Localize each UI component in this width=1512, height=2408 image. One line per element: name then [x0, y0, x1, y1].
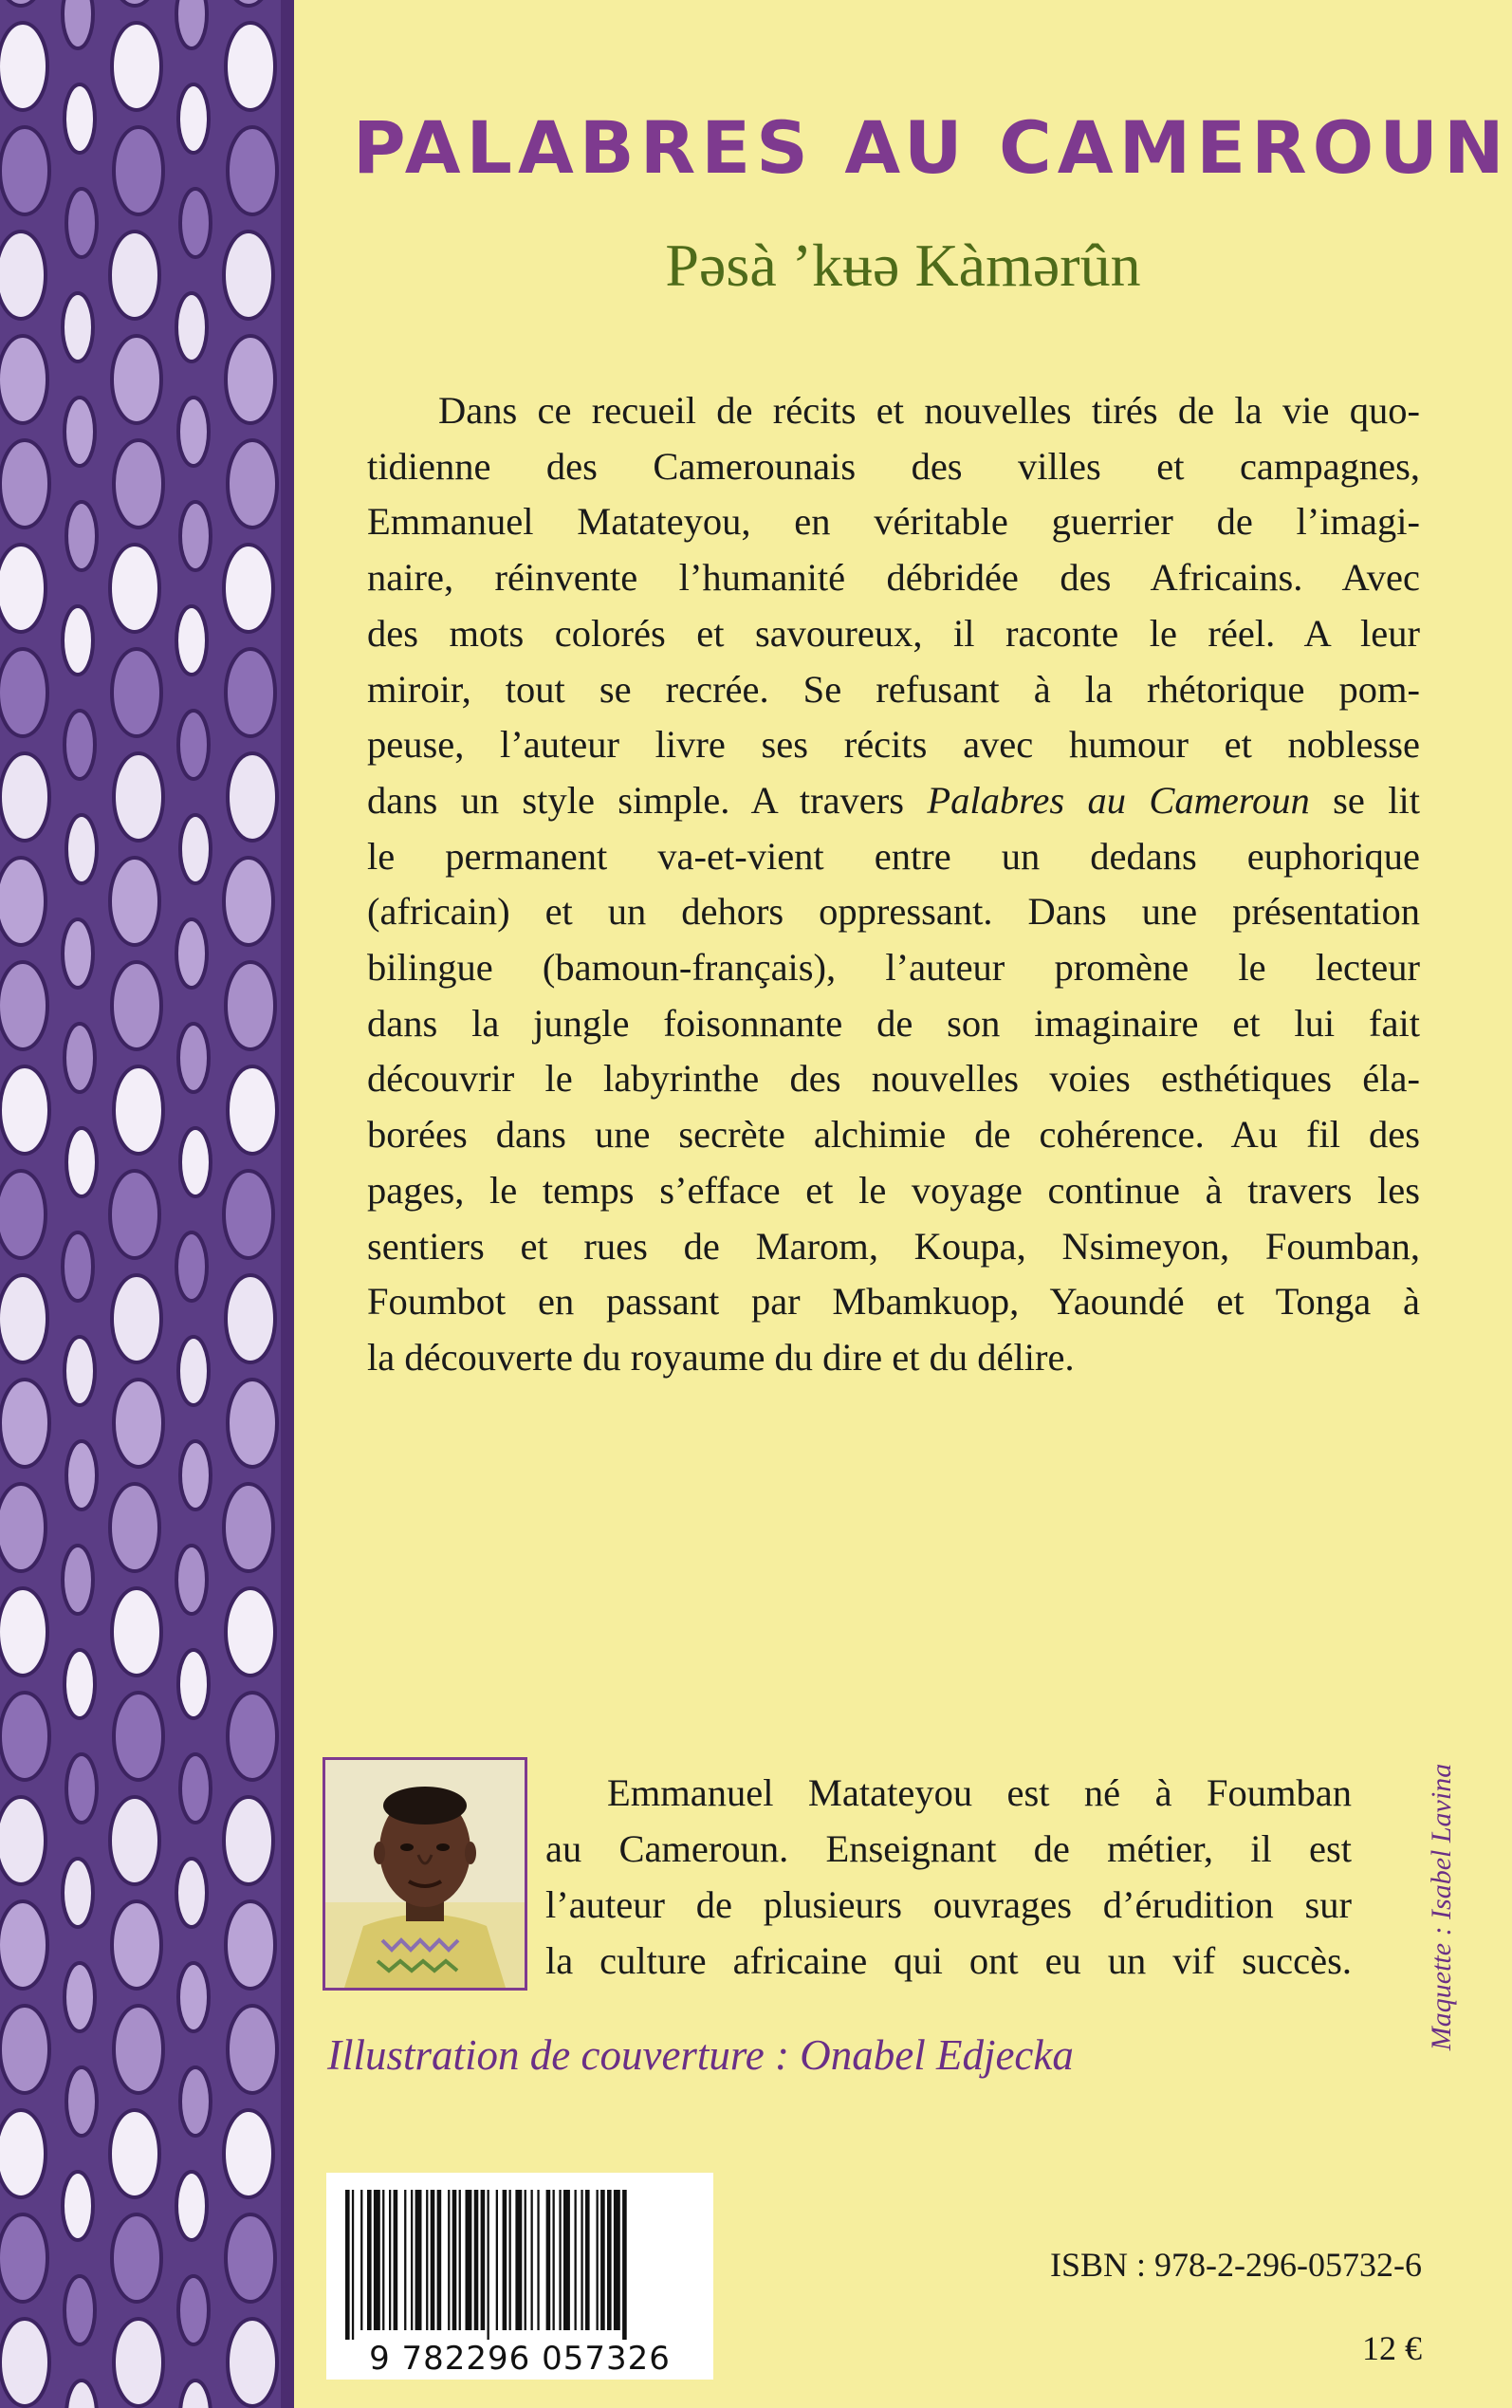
- fabric-motif: [112, 23, 161, 110]
- fabric-motif: [178, 1963, 209, 2031]
- fabric-motif: [0, 2319, 49, 2406]
- fabric-motif: [114, 440, 163, 528]
- fabric-motif: [110, 1484, 159, 1571]
- fabric-motif: [226, 2214, 275, 2302]
- fabric-motif: [224, 1171, 273, 1258]
- fabric-motif: [180, 1754, 211, 1823]
- barcode-bar: [367, 2190, 372, 2330]
- fabric-motif: [226, 23, 275, 110]
- fabric-motif: [0, 1484, 46, 1571]
- barcode-bar: [622, 2190, 627, 2340]
- fabric-motif: [66, 1441, 97, 1510]
- barcode-bar: [581, 2190, 582, 2330]
- blurb-paragraph: [367, 383, 1420, 1386]
- blurb-italic-title: Palabres au Cameroun: [927, 778, 1310, 822]
- fabric-motif: [228, 440, 277, 528]
- fabric-motif: [0, 336, 47, 423]
- fabric-motif: [176, 1859, 207, 1927]
- fabric-motif: [63, 1232, 93, 1301]
- fabric-motif: [112, 1275, 161, 1362]
- fabric-motif: [228, 753, 277, 841]
- fabric-motif: [63, 1546, 93, 1614]
- fabric-motif: [0, 545, 46, 632]
- fabric-motif: [114, 753, 163, 841]
- fabric-motif: [66, 502, 97, 570]
- bio-line: la culture africaine qui ont eu un vif succès.: [545, 1939, 1352, 1982]
- barcode-bar: [415, 2190, 422, 2330]
- fabric-motif: [0, 1693, 49, 1780]
- fabric-motif: [112, 336, 161, 423]
- fabric-motif: [65, 711, 95, 779]
- blurb-line: Emmanuel Matateyou, en véritable guerrier de l’imagi-: [367, 500, 1420, 544]
- barcode-bar: [531, 2190, 533, 2330]
- barcode-bar: [352, 2190, 354, 2340]
- bio-line: au Cameroun. Enseignant de métier, il est: [545, 1827, 1352, 1870]
- fabric-motif: [176, 1232, 207, 1301]
- author-photo: [323, 1757, 527, 1991]
- barcode-bar: [426, 2190, 428, 2330]
- fabric-motif: [114, 2006, 163, 2093]
- fabric-motif: [0, 2006, 49, 2093]
- fabric-motif: [0, 1588, 47, 1676]
- barcode-bar: [546, 2190, 551, 2330]
- fabric-motif: [0, 1380, 49, 1467]
- barcode-bar: [575, 2190, 577, 2330]
- fabric-motif: [110, 1171, 159, 1258]
- fabric-motif: [228, 127, 277, 214]
- barcode-bar: [452, 2190, 457, 2330]
- fabric-motif: [63, 0, 93, 48]
- fabric-motif: [0, 1797, 46, 1884]
- fabric-motif: [110, 545, 159, 632]
- fabric-motif: [112, 1901, 161, 1989]
- barcode-bar: [597, 2190, 599, 2330]
- fabric-motif: [178, 1024, 209, 1092]
- blurb-line: pages, le temps s’efface et le voyage continue à travers les: [367, 1168, 1420, 1212]
- isbn: ISBN : 978-2-296-05732-6: [1050, 2246, 1422, 2284]
- fabric-motif: [112, 2214, 161, 2302]
- blurb-line: le permanent va-et-vient entre un dedans euphorique: [367, 834, 1420, 878]
- fabric-motif: [112, 962, 161, 1049]
- barcode-digits: 9 782296 057326: [369, 2340, 671, 2378]
- fabric-motif: [226, 1901, 275, 1989]
- fabric-motif: [112, 649, 161, 736]
- barcode-bar: [607, 2190, 612, 2330]
- barcode-bar: [559, 2190, 561, 2330]
- fabric-motif: [180, 2067, 211, 2136]
- barcode-bar: [411, 2190, 413, 2330]
- fabric-motif: [224, 545, 273, 632]
- decorative-fabric-strip: [0, 0, 294, 2408]
- barcode-bar: [382, 2190, 384, 2330]
- fabric-motif: [114, 1693, 163, 1780]
- fabric-motif: [65, 1024, 95, 1092]
- fabric-motif: [65, 1650, 95, 1718]
- fabric-motif: [0, 1066, 49, 1154]
- fabric-motif: [65, 84, 95, 153]
- blurb-line: bilingue (bamoun-français), l’auteur promène le lecteur: [367, 946, 1420, 990]
- barcode-bar: [448, 2190, 450, 2330]
- barcode-bar: [389, 2190, 391, 2330]
- blurb-line: (africain) et un dehors oppressant. Dans une présentation: [367, 890, 1420, 934]
- barcode-bar: [437, 2190, 442, 2330]
- fabric-motif: [178, 711, 209, 779]
- barcode-bar: [431, 2190, 435, 2330]
- fabric-motif: [0, 127, 49, 214]
- fabric-motif: [63, 2172, 93, 2240]
- barcode-bar: [474, 2190, 479, 2330]
- book-title: PALABRES AU CAMEROUN: [353, 105, 1510, 190]
- barcode-bar: [345, 2190, 350, 2340]
- fabric-motif: [114, 1066, 163, 1154]
- fabric-motif: [178, 2276, 209, 2344]
- barcode-bar: [466, 2190, 472, 2330]
- fabric-motif: [176, 1546, 207, 1614]
- barcode: [326, 2173, 713, 2380]
- barcode-bar: [394, 2190, 398, 2330]
- fabric-motif: [0, 962, 47, 1049]
- author-portrait-icon: [325, 1760, 525, 1988]
- fabric-motif: [224, 1484, 273, 1571]
- blurb-line: peuse, l’auteur livre ses récits avec humour et noblesse: [367, 723, 1420, 767]
- fabric-motif: [228, 2319, 277, 2406]
- barcode-bar: [503, 2190, 507, 2330]
- barcode-bar: [537, 2190, 539, 2330]
- fabric-motif: [0, 2110, 46, 2197]
- cover-illustration-credit: Illustration de couverture : Onabel Edjecka: [327, 2031, 1074, 2079]
- fabric-motif: [66, 1128, 97, 1196]
- barcode-bar: [360, 2190, 362, 2330]
- fabric-motif: [178, 1337, 209, 1405]
- fabric-motif: [176, 293, 207, 361]
- fabric-motif: [180, 502, 211, 570]
- fabric-motif: [228, 1693, 277, 1780]
- book-subtitle-bamoun: Pəsà ’kʉə Kàmərûn: [665, 232, 1141, 299]
- fabric-motif: [114, 2319, 163, 2406]
- fabric-motif: [0, 1171, 46, 1258]
- fabric-motif: [65, 1963, 95, 2031]
- blurb-line-tail: se lit: [1333, 778, 1420, 822]
- fabric-motif: [114, 127, 163, 214]
- barcode-bar: [525, 2190, 526, 2330]
- fabric-motif: [180, 1128, 211, 1196]
- fabric-motif: [112, 1588, 161, 1676]
- fabric-motif: [63, 606, 93, 675]
- fabric-motif: [226, 649, 275, 736]
- fabric-motif: [226, 1275, 275, 1362]
- barcode-bar: [374, 2190, 380, 2330]
- barcode-bar: [404, 2190, 406, 2330]
- fabric-motif: [178, 84, 209, 153]
- blurb-line: Dans ce recueil de récits et nouvelles tirés de la vie quo-: [438, 389, 1420, 432]
- fabric-motif: [0, 1275, 47, 1362]
- fabric-motif: [224, 858, 273, 945]
- bio-line: l’auteur de plusieurs ouvrages d’érudition sur: [545, 1883, 1352, 1926]
- barcode-bar: [553, 2190, 555, 2330]
- fabric-motif: [65, 398, 95, 466]
- barcode-bar: [459, 2190, 461, 2330]
- barcode-bar: [509, 2190, 511, 2330]
- barcode-bar: [515, 2190, 522, 2330]
- fabric-motif: [224, 2110, 273, 2197]
- fabric-motif: [110, 1797, 159, 1884]
- blurb-line: découvrir le labyrinthe des nouvelles voies esthétiques éla-: [367, 1057, 1420, 1101]
- fabric-motif: [0, 1901, 47, 1989]
- fabric-motif: [0, 649, 47, 736]
- blurb-line: miroir, tout se recrée. Se refusant à la rhétorique pom-: [367, 667, 1420, 711]
- fabric-motif: [180, 1441, 211, 1510]
- barcode-bar: [496, 2190, 498, 2330]
- price: 12 €: [1362, 2329, 1422, 2367]
- fabric-motif: [224, 1797, 273, 1884]
- fabric-motif: [110, 858, 159, 945]
- fabric-pattern: [0, 0, 294, 2408]
- fabric-motif: [176, 0, 207, 48]
- fabric-motif: [178, 398, 209, 466]
- barcode-bar: [614, 2190, 620, 2330]
- fabric-motif: [114, 1380, 163, 1467]
- barcode-bar: [488, 2190, 489, 2340]
- barcode-bar: [585, 2190, 590, 2330]
- fabric-motif: [63, 919, 93, 988]
- blurb-line: borées dans une secrète alchimie de cohérence. Au fil des: [367, 1113, 1420, 1157]
- fabric-motif: [228, 1380, 277, 1467]
- fabric-motif: [176, 606, 207, 675]
- fabric-motif: [0, 753, 49, 841]
- fabric-motif: [0, 23, 47, 110]
- fabric-motif: [66, 1754, 97, 1823]
- fabric-motif: [65, 2276, 95, 2344]
- blurb-line: dans un style simple. A travers: [367, 778, 905, 822]
- barcode-bars-icon: [326, 2173, 713, 2343]
- fabric-motif: [226, 1588, 275, 1676]
- fabric-motif: [0, 2214, 47, 2302]
- fabric-motif: [228, 1066, 277, 1154]
- fabric-motif: [110, 2110, 159, 2197]
- fabric-motif: [65, 1337, 95, 1405]
- barcode-bar: [563, 2190, 570, 2330]
- layout-credit-text: Maquette : Isabel Lavina: [1426, 1763, 1457, 2051]
- blurb-line: Foumbot en passant par Mbamkuop, Yaoundé et Tonga à: [367, 1280, 1420, 1324]
- blurb-line: dans la jungle foisonnante de son imaginaire et lui fait: [367, 1001, 1420, 1045]
- fabric-motif: [180, 815, 211, 883]
- fabric-motif: [226, 336, 275, 423]
- fabric-motif: [66, 2067, 97, 2136]
- fabric-motif: [228, 2006, 277, 2093]
- fabric-motif: [63, 293, 93, 361]
- fabric-motif: [66, 815, 97, 883]
- bio-line: Emmanuel Matateyou est né à Foumban: [607, 1771, 1352, 1814]
- barcode-bar: [481, 2190, 486, 2330]
- author-bio: [545, 1765, 1352, 1989]
- blurb-line-with-title: [367, 773, 1420, 829]
- blurb-line: naire, réinvente l’humanité débridée des Africains. Avec: [367, 556, 1420, 600]
- fabric-motif: [0, 858, 46, 945]
- blurb-line: des mots colorés et savoureux, il raconte le réel. A leur: [367, 611, 1420, 655]
- fabric-motif: [226, 962, 275, 1049]
- blurb-line: la découverte du royaume du dire et du délire.: [367, 1335, 1075, 1379]
- fabric-motif: [0, 440, 49, 528]
- fabric-motif: [176, 2172, 207, 2240]
- blurb-line: sentiers et rues de Marom, Koupa, Nsimeyon, Foumban,: [367, 1224, 1420, 1268]
- blurb-line: tidienne des Camerounais des villes et campagnes,: [367, 444, 1420, 488]
- fabric-motif: [178, 1650, 209, 1718]
- barcode-bar: [600, 2190, 605, 2330]
- fabric-motif: [176, 919, 207, 988]
- fabric-motif: [63, 1859, 93, 1927]
- layout-credit: [1421, 1689, 1463, 2125]
- fabric-edge: [281, 0, 294, 2408]
